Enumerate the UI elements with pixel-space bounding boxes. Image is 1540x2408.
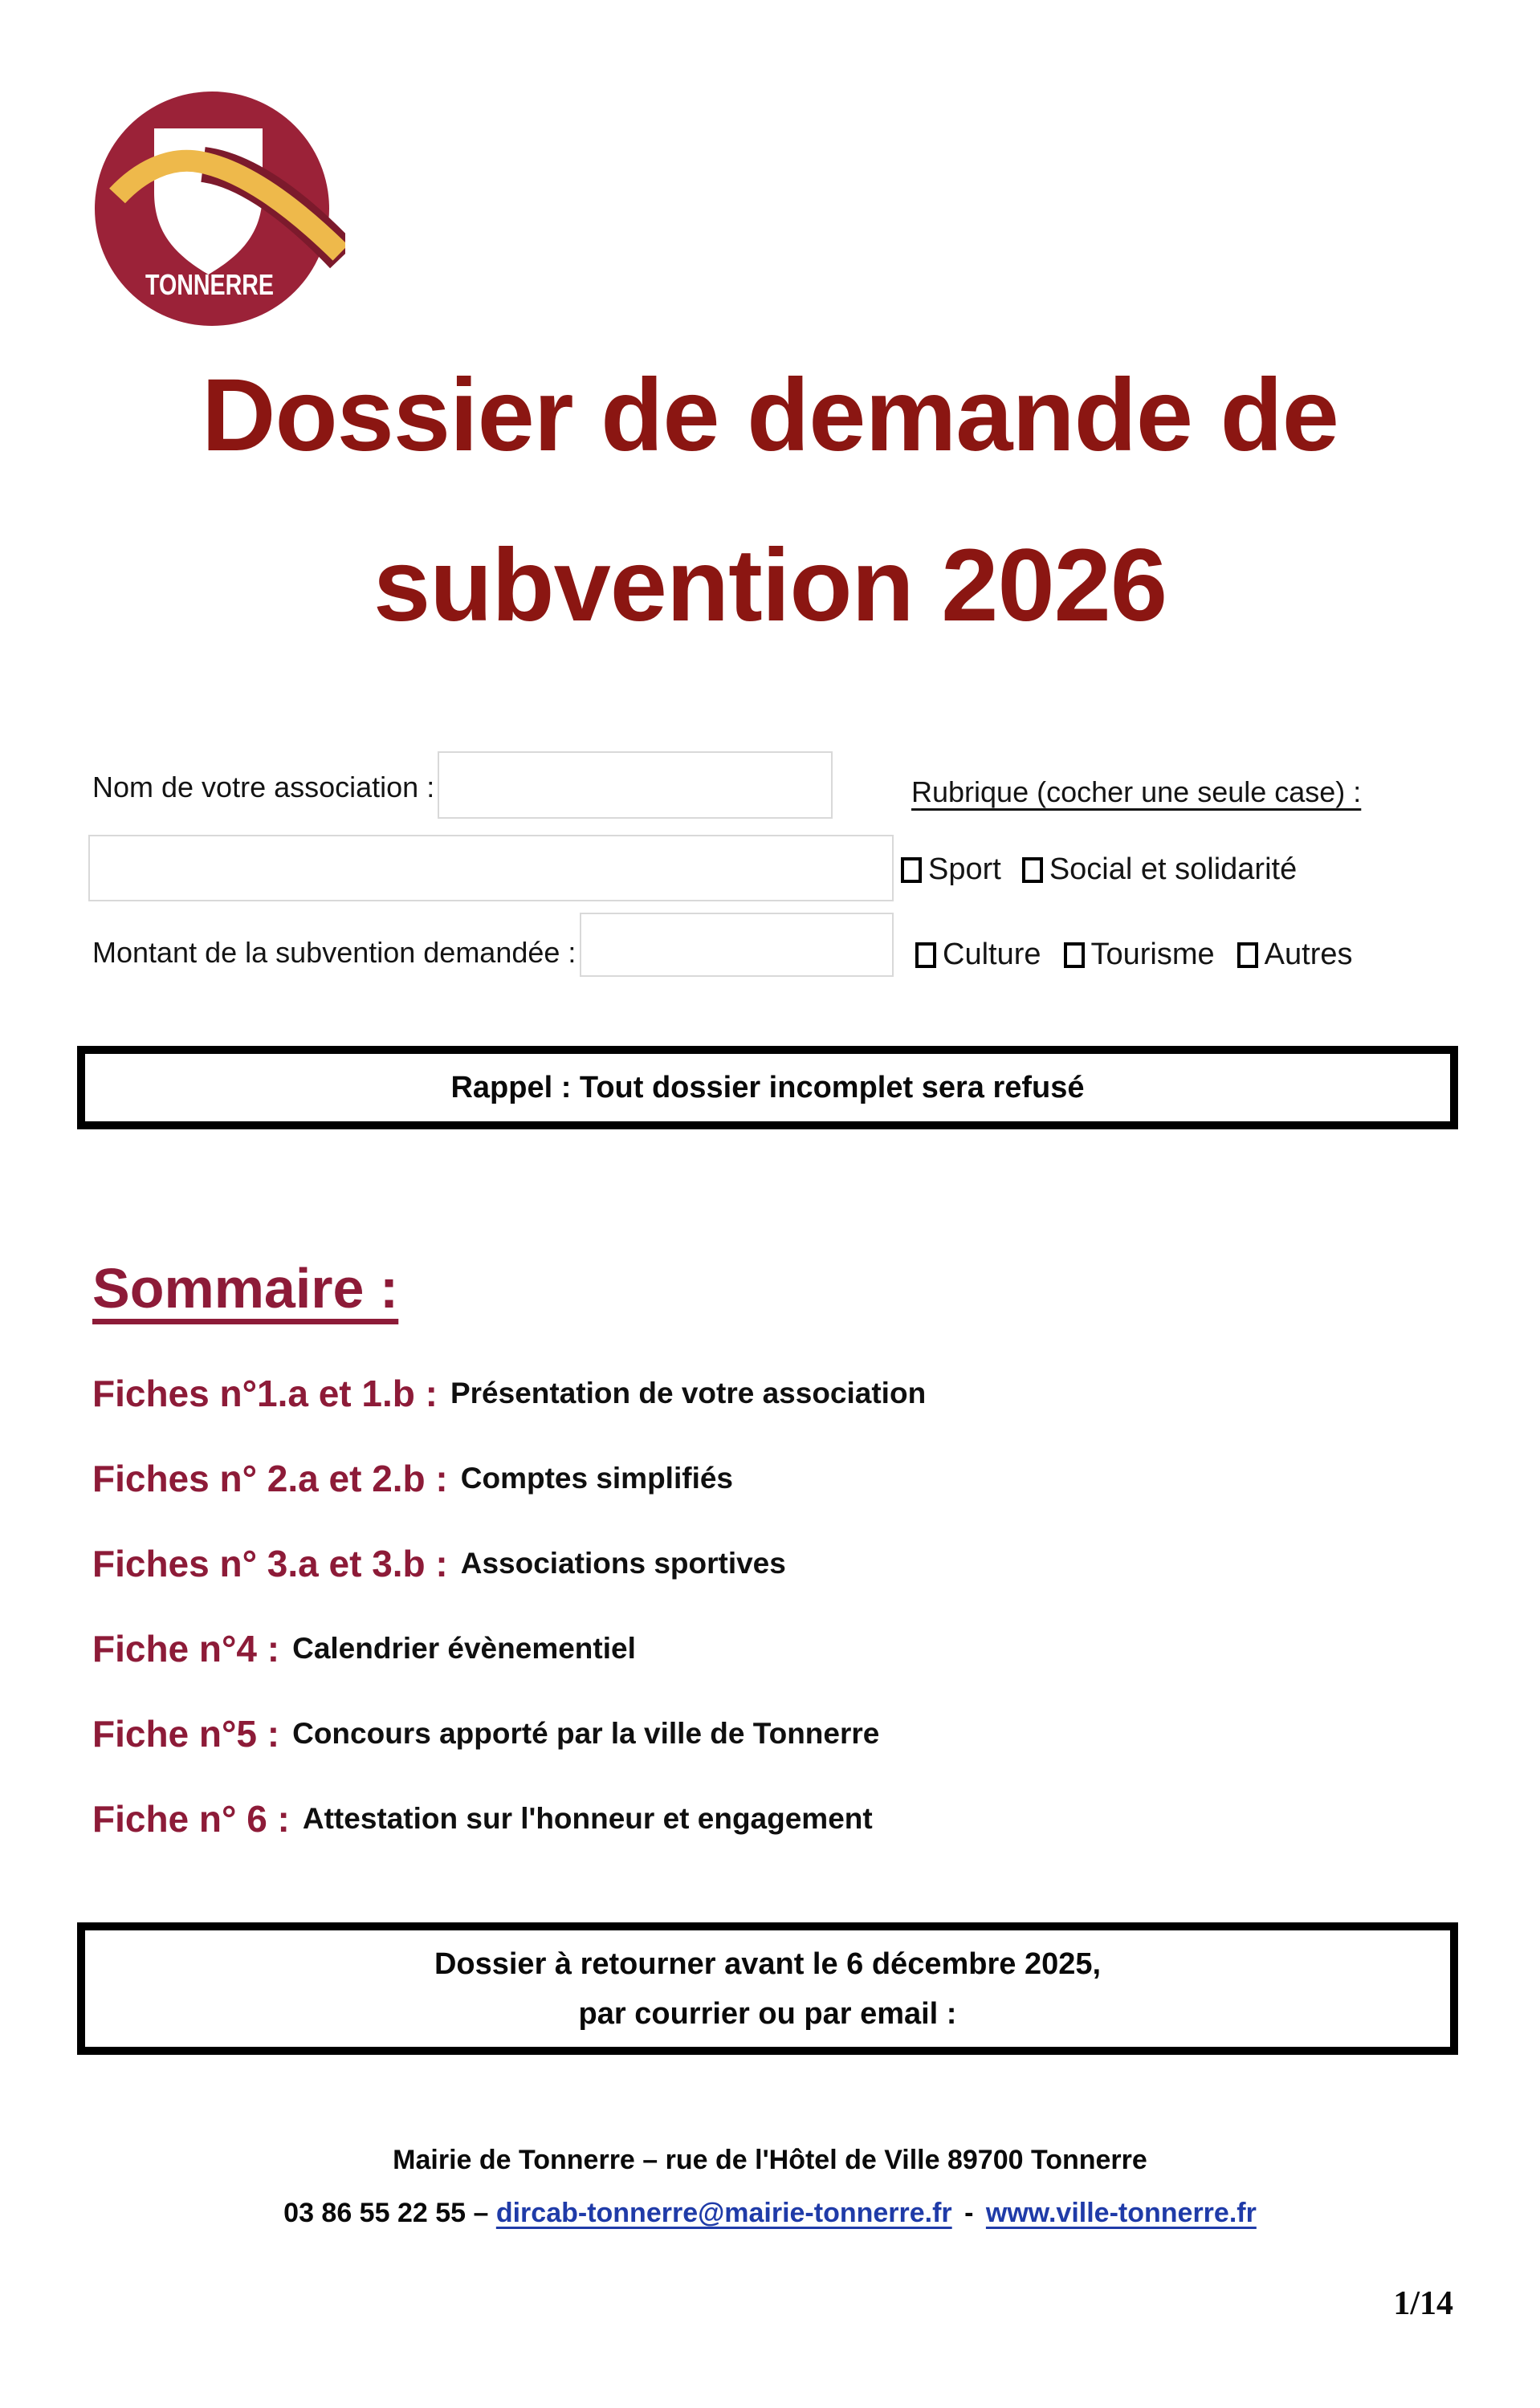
rappel-notice-box <box>77 1046 1458 1129</box>
subvention-amount-label: Montant de la subvention demandée : <box>92 936 576 969</box>
toc-item-6-ref: Fiche n° 6 : <box>92 1798 290 1840</box>
footer-website-link[interactable]: www.ville-tonnerre.fr <box>985 2198 1257 2228</box>
logo-wordmark: TONNERRE <box>145 268 274 301</box>
tonnerre-logo <box>95 90 345 331</box>
checkbox-tourisme[interactable] <box>1064 942 1085 968</box>
association-name-input-line2[interactable] <box>88 835 894 901</box>
footer-address: Mairie de Tonnerre – rue de l'Hôtel de Ville 89700 Tonnerre <box>393 2145 1147 2175</box>
toc-item-4-ref: Fiche n°4 : <box>92 1628 280 1670</box>
toc-item-3 <box>92 1521 926 1606</box>
subvention-amount-input[interactable] <box>580 913 894 977</box>
page-title <box>0 331 1540 671</box>
toc-item-5-desc: Concours apporté par la ville de Tonnerre <box>292 1717 880 1750</box>
checkbox-autres-label: Autres <box>1264 938 1353 971</box>
return-notice-line1: Dossier à retourner avant le 6 décembre 2025, <box>434 1946 1102 1981</box>
toc-item-3-desc: Associations sportives <box>460 1547 786 1580</box>
footer-separator: - <box>964 2198 974 2228</box>
checkbox-culture[interactable] <box>915 942 936 968</box>
toc-item-5 <box>92 1691 926 1776</box>
toc-item-2-ref: Fiches n° 2.a et 2.b : <box>92 1458 448 1499</box>
rubrique-label: Rubrique (cocher une seule case) : <box>911 775 1362 808</box>
return-notice-line2: par courrier ou par email : <box>578 1996 957 2031</box>
rubrique-option-autres <box>1237 938 1353 972</box>
toc-item-2-desc: Comptes simplifiés <box>460 1462 734 1495</box>
rubrique-option-culture <box>915 938 1041 972</box>
page-number: 1/14 <box>1393 2285 1453 2322</box>
footer-phone: 03 86 55 22 55 – <box>283 2198 489 2228</box>
toc-item-2 <box>92 1436 926 1521</box>
toc-item-4 <box>92 1606 926 1691</box>
association-name-label: Nom de votre association : <box>92 771 435 803</box>
rubrique-checkbox-row-2 <box>915 938 1352 972</box>
rubrique-option-sport <box>901 852 1001 887</box>
checkbox-social-et-solidarite[interactable] <box>1022 857 1043 883</box>
return-notice-box <box>77 1922 1458 2055</box>
footer-contact-line <box>0 2198 1540 2229</box>
toc-item-1 <box>92 1351 926 1436</box>
toc-item-1-desc: Présentation de votre association <box>450 1377 927 1409</box>
rubrique-checkbox-row-1 <box>901 852 1297 887</box>
sommaire-heading: Sommaire : <box>92 1257 399 1320</box>
toc-item-4-desc: Calendrier évènementiel <box>292 1632 636 1665</box>
checkbox-social-label: Social et solidarité <box>1049 852 1298 886</box>
checkbox-tourisme-label: Tourisme <box>1090 938 1215 971</box>
footer-email-link[interactable]: dircab-tonnerre@mairie-tonnerre.fr <box>495 2198 952 2228</box>
checkbox-sport-label: Sport <box>928 852 1001 886</box>
rubrique-option-tourisme <box>1064 938 1215 972</box>
page-title-line1: Dossier de demande de <box>202 358 1338 473</box>
checkbox-culture-label: Culture <box>943 938 1041 971</box>
toc-item-5-ref: Fiche n°5 : <box>92 1713 280 1755</box>
toc-item-3-ref: Fiches n° 3.a et 3.b : <box>92 1543 448 1584</box>
checkbox-autres[interactable] <box>1237 942 1258 968</box>
rappel-text: Rappel : Tout dossier incomplet sera refusé <box>450 1070 1085 1104</box>
checkbox-sport[interactable] <box>901 857 922 883</box>
tonnerre-logo-graphic <box>95 90 345 331</box>
association-name-input[interactable] <box>438 751 833 819</box>
toc-item-6 <box>92 1776 926 1861</box>
sommaire-list <box>92 1351 926 1861</box>
toc-item-1-ref: Fiches n°1.a et 1.b : <box>92 1373 438 1414</box>
page-title-line2: subvention 2026 <box>373 528 1167 643</box>
toc-item-6-desc: Attestation sur l'honneur et engagement <box>302 1802 873 1835</box>
rubrique-option-social <box>1022 852 1297 887</box>
